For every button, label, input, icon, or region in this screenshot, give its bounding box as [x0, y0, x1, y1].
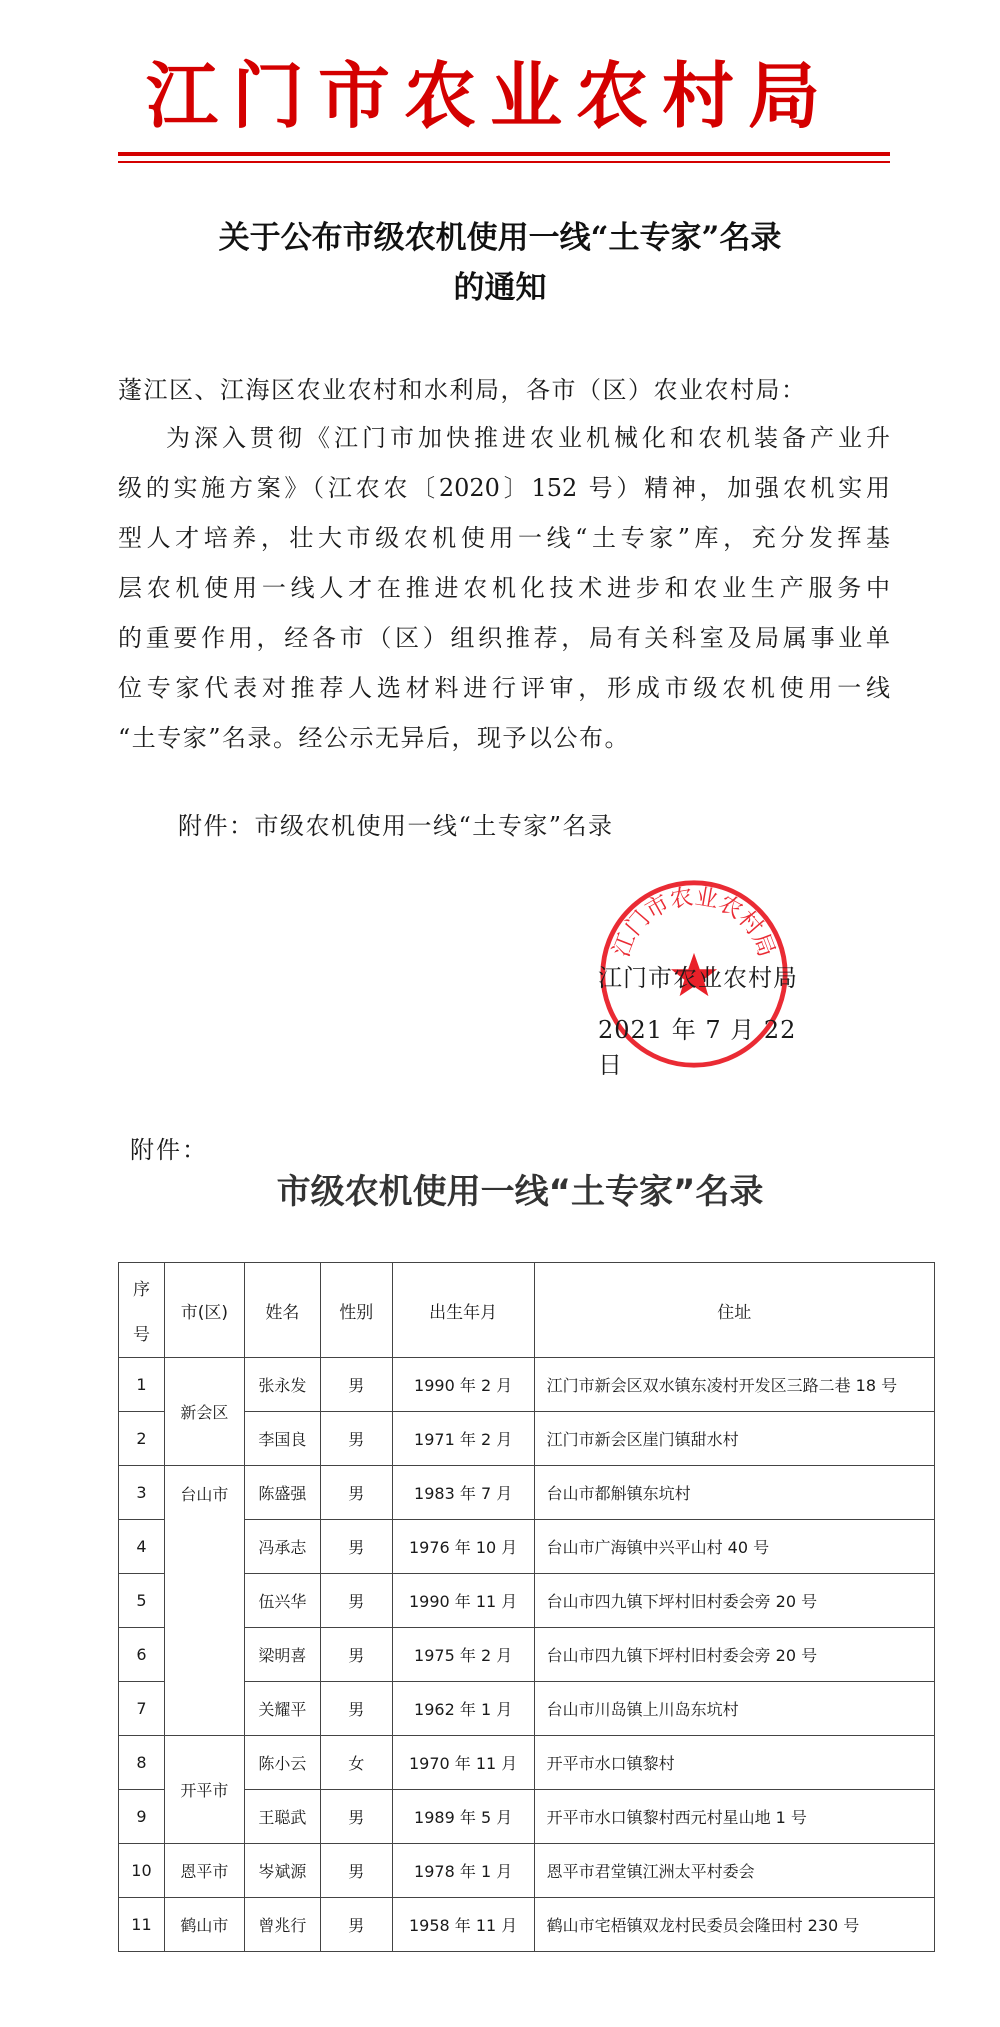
- cell-name: 冯承志: [244, 1520, 320, 1574]
- col-header-gender: 性别: [320, 1263, 392, 1358]
- cell-birth: 1958 年 11 月: [392, 1898, 534, 1952]
- cell-no: 2: [119, 1412, 165, 1466]
- cell-gender: 男: [320, 1412, 392, 1466]
- col-header-no: 序 号: [119, 1263, 165, 1358]
- attachment-label: 附件：: [130, 1136, 208, 1164]
- body-line: 位专家代表对推荐人选材料进行评审，形成市级农机使用一线: [118, 674, 890, 702]
- cell-name: 关耀平: [244, 1682, 320, 1736]
- header-rule-thick: [118, 152, 890, 156]
- cell-gender: 男: [320, 1790, 392, 1844]
- signature-org: 江门市农业农村局: [598, 964, 798, 992]
- cell-district: 鹤山市: [164, 1898, 244, 1952]
- cell-gender: 男: [320, 1844, 392, 1898]
- cell-birth: 1976 年 10 月: [392, 1520, 534, 1574]
- cell-no: 6: [119, 1628, 165, 1682]
- cell-district: 台山市: [164, 1466, 244, 1736]
- agency-letterhead: 江门市农业农村局: [145, 53, 834, 138]
- cell-address: 台山市川岛镇上川岛东坑村: [534, 1682, 934, 1736]
- cell-gender: 男: [320, 1898, 392, 1952]
- body-line: 层农机使用一线人才在推进农机化技术进步和农业生产服务中: [118, 574, 890, 602]
- cell-name: 陈盛强: [244, 1466, 320, 1520]
- cell-no: 10: [119, 1844, 165, 1898]
- cell-no: 8: [119, 1736, 165, 1790]
- cell-address: 台山市都斛镇东坑村: [534, 1466, 934, 1520]
- table-row: [119, 1898, 935, 1952]
- cell-district: 恩平市: [164, 1844, 244, 1898]
- notice-title-line2: 的通知: [453, 270, 547, 306]
- seal-text: 江门市农业农村局: [608, 883, 780, 961]
- cell-gender: 女: [320, 1736, 392, 1790]
- cell-gender: 男: [320, 1466, 392, 1520]
- cell-address: 恩平市君堂镇江洲太平村委会: [534, 1844, 934, 1898]
- salutation: 蓬江区、江海区农业农村和水利局，各市（区）农业农村局：: [118, 376, 807, 404]
- header-rule-thin: [118, 161, 890, 163]
- cell-birth: 1989 年 5 月: [392, 1790, 534, 1844]
- table-header-row: [119, 1263, 935, 1358]
- cell-district: 新会区: [164, 1358, 244, 1466]
- table-row: [119, 1466, 935, 1520]
- cell-birth: 1978 年 1 月: [392, 1844, 534, 1898]
- table-row: [119, 1736, 935, 1790]
- cell-address: 台山市广海镇中兴平山村 40 号: [534, 1520, 934, 1574]
- cell-address: 开平市水口镇黎村西元村星山地 1 号: [534, 1790, 934, 1844]
- signature-date: 2021 年 7 月 22 日: [598, 1016, 797, 1079]
- cell-birth: 1975 年 2 月: [392, 1628, 534, 1682]
- cell-address: 江门市新会区崖门镇甜水村: [534, 1412, 934, 1466]
- cell-name: 曾兆行: [244, 1898, 320, 1952]
- col-header-address: 住址: [534, 1263, 934, 1358]
- notice-title-line1: 关于公布市级农机使用一线“土专家”名录: [218, 220, 782, 256]
- cell-gender: 男: [320, 1520, 392, 1574]
- svg-text:江门市农业农村局: [609, 884, 780, 961]
- table-row: [119, 1358, 935, 1412]
- cell-name: 王聪武: [244, 1790, 320, 1844]
- expert-roster-table: [118, 1262, 935, 1952]
- body-line: 级的实施方案》（江农农〔2020〕152 号）精神，加强农机实用: [118, 474, 890, 502]
- col-header-birth: 出生年月: [392, 1263, 534, 1358]
- cell-name: 李国良: [244, 1412, 320, 1466]
- cell-no: 7: [119, 1682, 165, 1736]
- cell-address: 江门市新会区双水镇东凌村开发区三路二巷 18 号: [534, 1358, 934, 1412]
- cell-name: 张永发: [244, 1358, 320, 1412]
- body-line: 型人才培养，壮大市级农机使用一线“土专家”库，充分发挥基: [118, 524, 890, 552]
- cell-no: 4: [119, 1520, 165, 1574]
- col-header-district: 市(区): [164, 1263, 244, 1358]
- cell-no: 5: [119, 1574, 165, 1628]
- cell-birth: 1971 年 2 月: [392, 1412, 534, 1466]
- body-line: 的重要作用，经各市（区）组织推荐，局有关科室及局属事业单: [118, 624, 890, 652]
- cell-no: 3: [119, 1466, 165, 1520]
- cell-gender: 男: [320, 1682, 392, 1736]
- cell-district: 开平市: [164, 1736, 244, 1844]
- attachment-note: 附件：市级农机使用一线“土专家”名录: [178, 812, 614, 840]
- cell-address: 开平市水口镇黎村: [534, 1736, 934, 1790]
- cell-address: 鹤山市宅梧镇双龙村民委员会隆田村 230 号: [534, 1898, 934, 1952]
- cell-address: 台山市四九镇下坪村旧村委会旁 20 号: [534, 1628, 934, 1682]
- table-row: [119, 1844, 935, 1898]
- cell-birth: 1990 年 11 月: [392, 1574, 534, 1628]
- cell-no: 11: [119, 1898, 165, 1952]
- col-header-name: 姓名: [244, 1263, 320, 1358]
- body-line: “土专家”名录。经公示无异后，现予以公布。: [118, 724, 631, 752]
- cell-birth: 1962 年 1 月: [392, 1682, 534, 1736]
- cell-name: 岑斌源: [244, 1844, 320, 1898]
- cell-no: 1: [119, 1358, 165, 1412]
- cell-birth: 1970 年 11 月: [392, 1736, 534, 1790]
- cell-address: 台山市四九镇下坪村旧村委会旁 20 号: [534, 1574, 934, 1628]
- cell-gender: 男: [320, 1628, 392, 1682]
- cell-name: 陈小云: [244, 1736, 320, 1790]
- cell-name: 伍兴华: [244, 1574, 320, 1628]
- cell-birth: 1990 年 2 月: [392, 1358, 534, 1412]
- cell-birth: 1983 年 7 月: [392, 1466, 534, 1520]
- cell-gender: 男: [320, 1574, 392, 1628]
- body-line: 为深入贯彻《江门市加快推进农业机械化和农机装备产业升: [166, 424, 890, 452]
- cell-gender: 男: [320, 1358, 392, 1412]
- cell-no: 9: [119, 1790, 165, 1844]
- attachment-title: 市级农机使用一线“土专家”名录: [276, 1172, 764, 1212]
- cell-name: 梁明喜: [244, 1628, 320, 1682]
